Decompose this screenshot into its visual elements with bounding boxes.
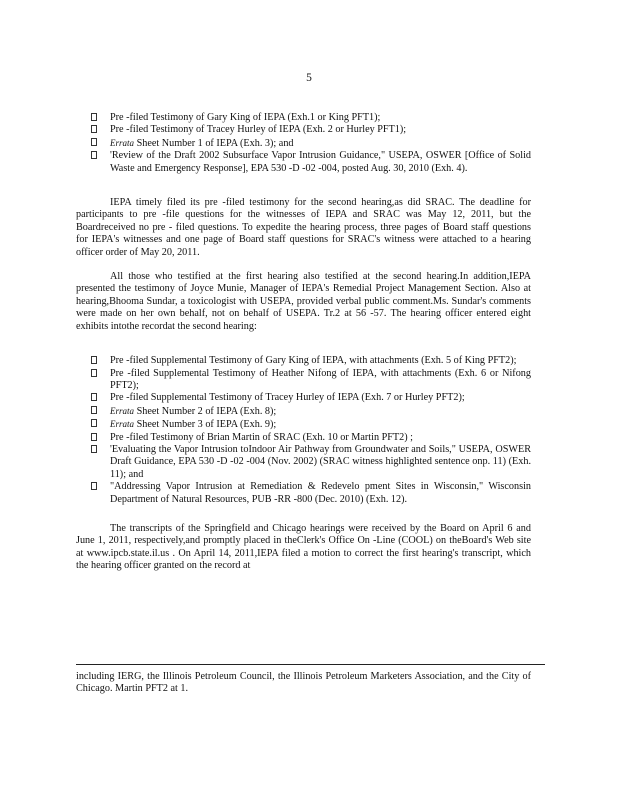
bullet-box-icon xyxy=(91,369,97,377)
bullet-text: Sheet Number 2 of IEPA (Exh. 8); xyxy=(134,405,277,417)
bullet-item xyxy=(76,481,531,506)
bullet-box-icon xyxy=(91,113,97,121)
footnote-text: including IERG, the Illinois Petroleum Council, the Illinois Petroleum Marketers Association, and the City of Chicago. Martin PFT2 at 1. xyxy=(76,671,531,695)
bullet-box-icon xyxy=(91,406,97,414)
bullet-item xyxy=(76,137,531,150)
bullet-item xyxy=(76,124,531,136)
bullet-text: Sheet Number 1 of IEPA (Exh. 3); and xyxy=(134,137,294,149)
bullet-item xyxy=(76,418,531,431)
bullet-item xyxy=(76,355,531,367)
bullet-item xyxy=(76,432,531,444)
bullet-item xyxy=(76,368,531,393)
paragraph-prefiled-testimony: IEPA timely filed its pre -filed testimony for the second hearing,as did SRAC. The deadline for participants to pre -file questions for the witnesses of IEPA and SRAC was May 12, 2011, but the Boardreceived no pre - filed questions. To expedite the hearing process, three pages of Board staff questions for IEPA's witnesses and one page of Board staff questions for SRAC's witness were attached to a hearing officer order of May 20, 2011. xyxy=(76,197,531,258)
bullet-text: 'Review of the Draft 2002 Subsurface Vapor Intrusion Guidance," USEPA, OSWER [Office of Solid Waste and Emergency Response], EPA 530 -D -02 -004, posted Aug. 30, 2010 (Exh. 4). xyxy=(110,150,531,174)
exhibit-list-second-hearing xyxy=(76,355,531,506)
bullet-text: "Addressing Vapor Intrusion at Remediation & Redevelo pment Sites in Wisconsin," Wisconsin Department of Natural Resources, PUB -RR -800 (Dec. 2010) (Exh. 12). xyxy=(110,481,531,505)
bullet-item xyxy=(76,392,531,404)
bullet-text: Sheet Number 3 of IEPA (Exh. 9); xyxy=(134,419,277,431)
page-body xyxy=(76,112,531,573)
bullet-box-icon xyxy=(91,151,97,159)
bullet-box-icon xyxy=(91,138,97,146)
errata-label: Errata xyxy=(110,419,135,430)
bullet-box-icon xyxy=(91,445,97,453)
bullet-box-icon xyxy=(91,482,97,490)
errata-label: Errata xyxy=(110,137,135,148)
footnote-separator xyxy=(76,664,545,665)
bullet-item xyxy=(76,150,531,175)
bullet-text: Pre -filed Testimony of Tracey Hurley of IEPA (Exh. 2 or Hurley PFT1); xyxy=(110,124,407,136)
bullet-box-icon xyxy=(91,356,97,364)
bullet-text: Pre -filed Testimony of Brian Martin of SRAC (Exh. 10 or Martin PFT2) ; xyxy=(110,431,413,443)
bullet-text: Pre -filed Supplemental Testimony of Tracey Hurley of IEPA (Exh. 7 or Hurley PFT2); xyxy=(110,392,465,404)
bullet-item xyxy=(76,444,531,481)
bullet-box-icon xyxy=(91,125,97,133)
bullet-box-icon xyxy=(91,393,97,401)
bullet-item xyxy=(76,405,531,418)
bullet-text: Pre -filed Testimony of Gary King of IEPA (Exh.1 or King PFT1); xyxy=(110,112,381,123)
bullet-text: Pre -filed Supplemental Testimony of Heather Nifong of IEPA, with attachments (Exh. 6 or Nifong PFT2); xyxy=(110,367,531,391)
bullet-text: Pre -filed Supplemental Testimony of Gary King of IEPA, with attachments (Exh. 5 of King PFT2); xyxy=(110,355,517,367)
bullet-text: 'Evaluating the Vapor Intrusion toIndoor Air Pathway from Groundwater and Soils," USEPA, OSWER Draft Guidance, EPA 530 -D -02 -004 (Nov. 2002) (SRAC witness highlighted sentence onp. 11) (Exh. 11); and xyxy=(110,443,531,480)
bullet-box-icon xyxy=(91,433,97,441)
exhibit-list-first-hearing xyxy=(76,112,531,175)
page-number: 5 xyxy=(306,72,312,84)
paragraph-transcripts: The transcripts of the Springfield and Chicago hearings were received by the Board on April 6 and June 1, 2011, respectively,and promptly placed in theClerk's Office On -Line (COOL) on theBoard's Web site at www.ipcb.state.il.us . On April 14, 2011,IEPA filed a motion to correct the first hearing's transcript, which the hearing officer granted on the record at xyxy=(76,522,531,572)
bullet-box-icon xyxy=(91,419,97,427)
paragraph-second-hearing: All those who testified at the first hearing also testified at the second hearing.In addition,IEPA presented the testimony of Joyce Munie, Manager of IEPA's Remedial Project Management Section. Also at hearing,Bhooma Sundar, a toxicologist with USEPA, provided verbal public comment.Ms. Sundar's comments were made on her own behalf, not on behalf of USEPA. Tr.2 at 56 -57. The hearing officer entered eight exhibits intothe recordat the second hearing: xyxy=(76,271,531,332)
bullet-item xyxy=(76,112,531,124)
errata-label: Errata xyxy=(110,405,135,416)
